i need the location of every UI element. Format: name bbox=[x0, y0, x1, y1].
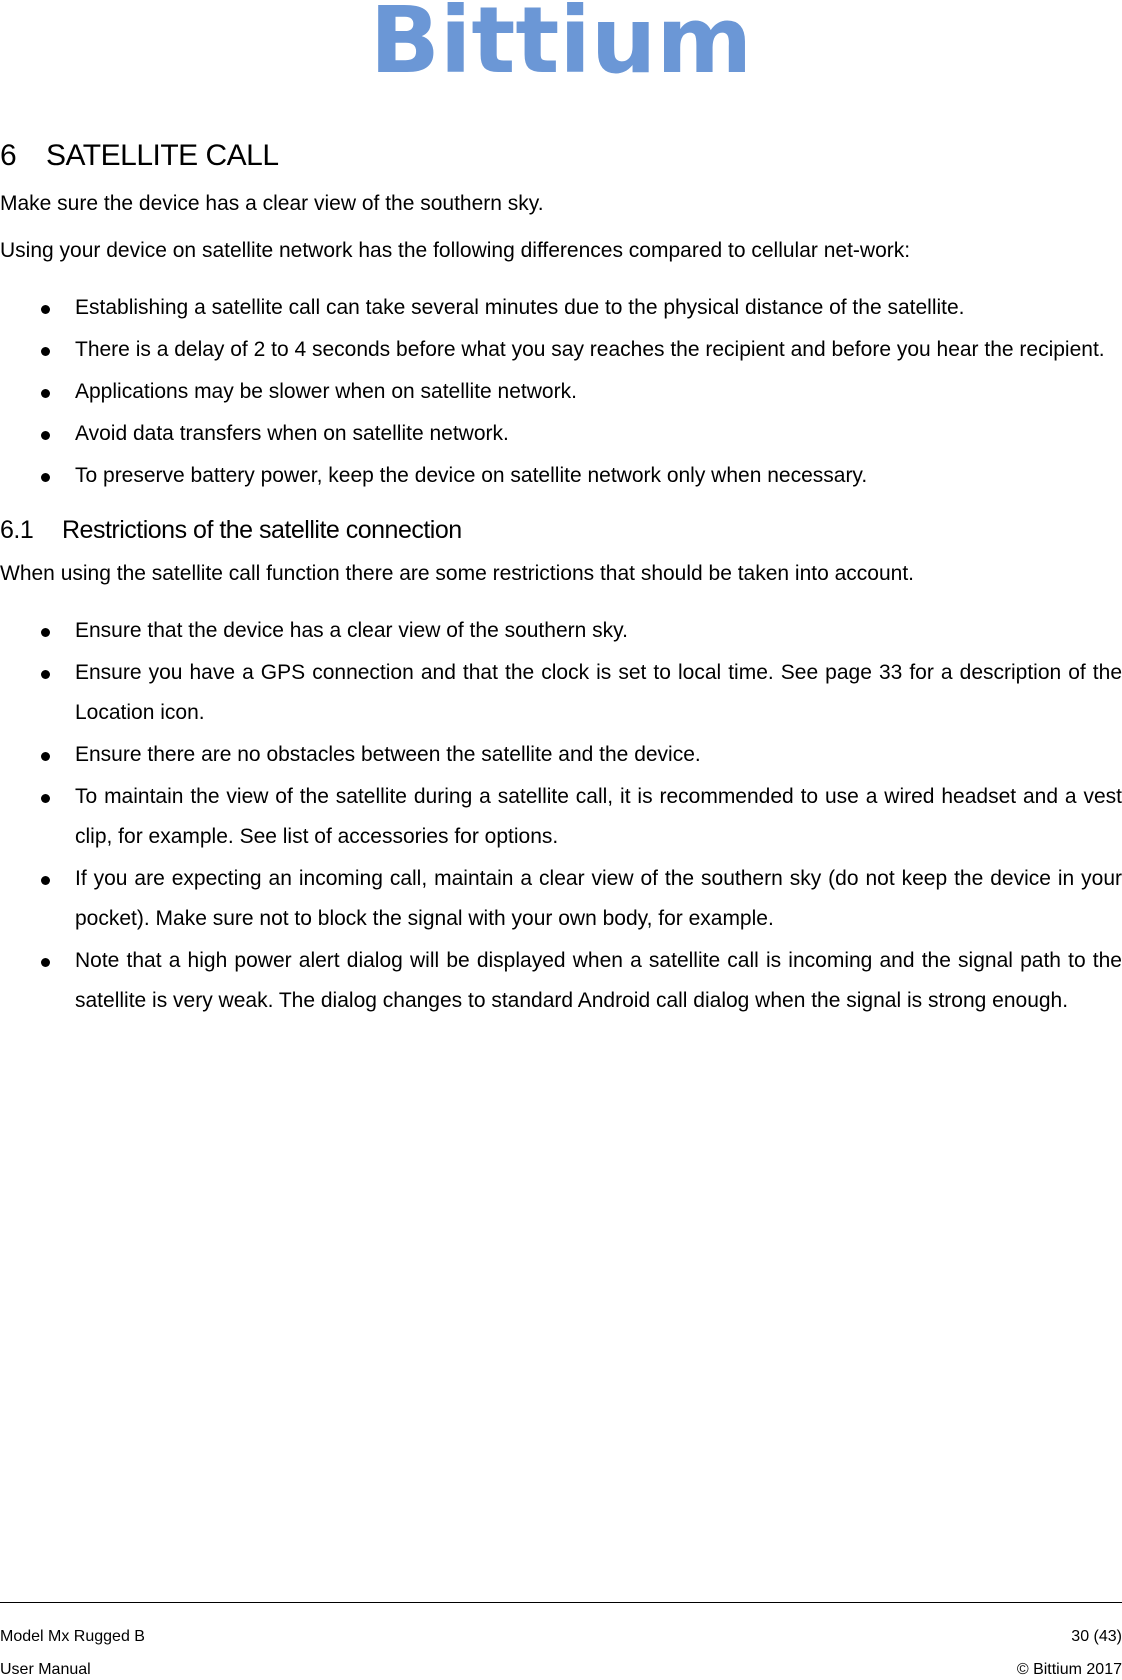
footer-row-doc bbox=[0, 1660, 1122, 1680]
section-6-title: SATELLITE CALL bbox=[46, 139, 279, 172]
bullet-icon bbox=[41, 473, 50, 482]
list-item: There is a delay of 2 to 4 seconds before what you say reaches the recipient and before you hear the recipient. bbox=[0, 330, 1122, 370]
section-6-intro: Make sure the device has a clear view of the southern sky. bbox=[0, 192, 544, 215]
bullet-icon bbox=[41, 347, 50, 356]
bullet-icon bbox=[41, 670, 50, 679]
bullet-icon bbox=[41, 794, 50, 803]
footer-copyright: © Bittium 2017 bbox=[1016, 1661, 1122, 1678]
footer-model: Model Mx Rugged B bbox=[0, 1628, 145, 1645]
section-6-heading bbox=[0, 138, 1122, 174]
footer-divider bbox=[0, 1602, 1122, 1603]
bittium-logo bbox=[369, 0, 753, 94]
bullet-icon bbox=[41, 958, 50, 967]
logo-text: Bittium bbox=[369, 0, 753, 94]
bullet-icon bbox=[41, 752, 50, 761]
section-6-1-number: 6.1 bbox=[0, 516, 34, 544]
page-content bbox=[0, 126, 1122, 1023]
section-6-number: 6 bbox=[0, 139, 17, 172]
footer-page-number: 30 (43) bbox=[1071, 1628, 1122, 1645]
list-item: Note that a high power alert dialog will be displayed when a satellite call is incoming and the signal path to the satellite is very weak. The dialog changes to standard Android call dialog when the signal is strong enough. bbox=[0, 941, 1122, 1021]
list-item: Ensure that the device has a clear view of the southern sky. bbox=[0, 611, 1122, 651]
list-item: To preserve battery power, keep the device on satellite network only when necessary. bbox=[0, 456, 1122, 496]
list-item: If you are expecting an incoming call, maintain a clear view of the southern sky (do not keep the device in your pocket). Make sure not to block the signal with your own body, for example. bbox=[0, 859, 1122, 939]
section-6-1-title: Restrictions of the satellite connection bbox=[62, 516, 462, 544]
bullet-icon bbox=[41, 876, 50, 885]
list-item: Avoid data transfers when on satellite network. bbox=[0, 414, 1122, 454]
bullet-icon bbox=[41, 305, 50, 314]
list-item: To maintain the view of the satellite during a satellite call, it is recommended to use a wired headset and a vest clip, for example. See list of accessories for options. bbox=[0, 777, 1122, 857]
section-6-differences-intro: Using your device on satellite network has the following differences compared to cellular net-work: bbox=[0, 239, 911, 262]
section-6-bullet-list bbox=[0, 288, 1122, 496]
bullet-icon bbox=[41, 389, 50, 398]
list-item: Ensure you have a GPS connection and that the clock is set to local time. See page 33 for a description of the Location icon. bbox=[0, 653, 1122, 733]
footer-row-model bbox=[0, 1627, 1122, 1647]
section-6-1-heading bbox=[0, 514, 1122, 546]
list-item: Ensure there are no obstacles between the satellite and the device. bbox=[0, 735, 1122, 775]
bullet-icon bbox=[41, 628, 50, 637]
section-6-1-intro: When using the satellite call function there are some restrictions that should be taken into account. bbox=[0, 562, 915, 585]
page-footer bbox=[0, 1602, 1122, 1680]
section-6-1-bullet-list bbox=[0, 611, 1122, 1021]
bullet-icon bbox=[41, 431, 50, 440]
footer-doc-type: User Manual bbox=[0, 1661, 91, 1678]
list-item: Applications may be slower when on satellite network. bbox=[0, 372, 1122, 412]
header-logo bbox=[0, 0, 1122, 94]
list-item: Establishing a satellite call can take several minutes due to the physical distance of the satellite. bbox=[0, 288, 1122, 328]
